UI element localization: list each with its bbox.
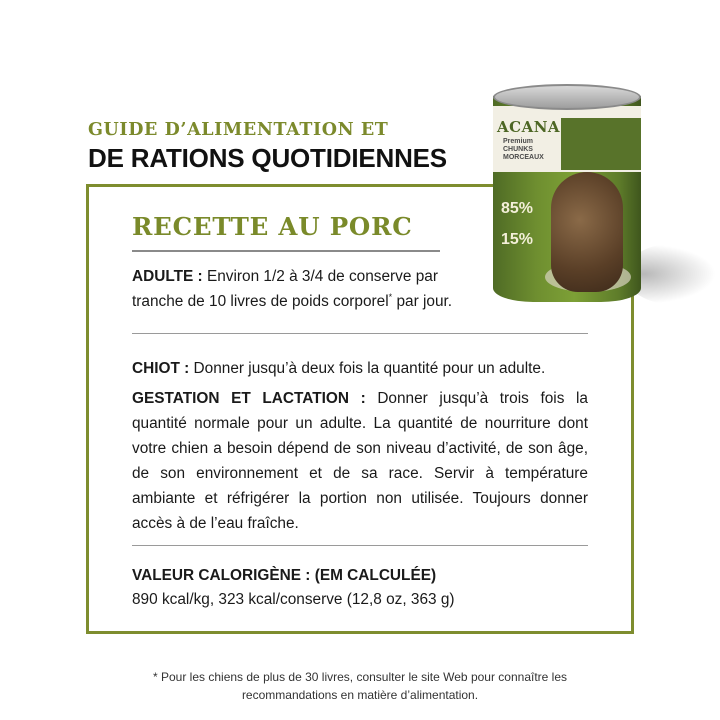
can-subtitle: Premium CHUNKS MORCEAUX [503,138,544,161]
dog-food-can-illustration [490,84,650,312]
calorie-value: 890 kcal/kg, 323 kcal/conserve (12,8 oz, 363 g) [132,591,455,608]
footnote-line2: recommandations en matière d’alimentation. [241,688,479,702]
puppy-text: Donner jusqu’à deux fois la quantité pour un adulte. [189,360,546,377]
adult-text: Environ 1/2 à 3/4 de conserve par tranche de 10 livres de poids corporel [132,268,438,310]
can-food-graphic [551,172,623,292]
can-body [493,96,641,302]
recipe-title: RECETTE AU PORC [132,212,413,241]
guide-heading-line2: DE RATIONS QUOTIDIENNES [88,143,447,173]
adult-text-end: par jour. [392,293,453,310]
calorie-heading [132,563,588,588]
can-recipe-band [561,118,641,170]
can-percent-bottom: 15% [501,231,534,248]
calorie-label: VALEUR CALORIGÈNE : (EM CALCULÉE) [132,567,437,584]
can-percent-top: 85% [501,200,534,217]
puppy-feeding-text [132,356,592,381]
adult-footnote-mark: * [388,291,393,302]
adult-feeding-text [132,264,492,314]
footnote-line1: * Pour les chiens de plus de 30 livres, consulter le site Web pour connaître les [153,670,567,684]
guide-heading-line1: GUIDE D’ALIMENTATION ET [88,120,389,140]
gestation-text: Donner jusqu’à trois fois la quantité normale pour un adulte. La quantité de nourriture dont votre chien a besoin dépend de son niveau d’activité, de son âge, de son environnement et de sa race. Servir à température ambiante et réfrigérer la portion non utilisée. Toujours donner accès à de l’eau fraîche. [132,390,588,532]
adult-label: ADULTE : [132,268,203,285]
can-lid [493,84,641,110]
gestation-label: GESTATION ET LACTATION : [132,390,366,407]
title-divider [132,250,440,252]
footnote [120,668,600,704]
gestation-feeding-text [132,386,588,536]
can-brand-logo: ACANA [497,118,561,136]
puppy-label: CHIOT : [132,360,190,377]
section-divider [132,545,588,546]
section-divider [132,333,588,334]
